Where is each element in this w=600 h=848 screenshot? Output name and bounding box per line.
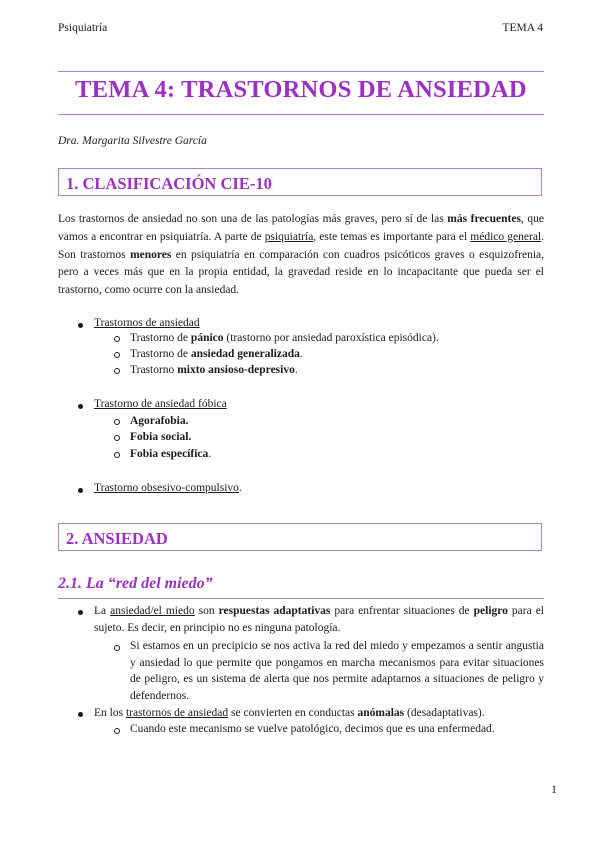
- title-rule-bottom: [58, 114, 544, 115]
- text-run: .: [294, 364, 298, 376]
- section-1-heading: 1. CLASIFICACIÓN CIE-10: [66, 174, 272, 193]
- text-run: se convierten en conductas: [228, 707, 358, 719]
- bold-text: mixto ansioso-depresivo: [177, 364, 295, 376]
- group-3-item: [94, 480, 242, 497]
- text-run: (trastorno por ansiedad paroxística episódica).: [223, 332, 439, 344]
- bold-text: anómalas: [357, 707, 405, 719]
- bold-text: pánico: [190, 332, 224, 344]
- group-1-label: Trastornos de ansiedad: [94, 317, 200, 329]
- bold-text: ansiedad generalizada: [190, 348, 300, 360]
- text-run: .: [299, 348, 303, 360]
- bullet-dot: [78, 323, 83, 328]
- bold-text: peligro: [473, 605, 508, 617]
- text-run: , este temas es importante para el: [313, 230, 471, 243]
- underlined-text: trastornos de ansiedad: [125, 707, 229, 719]
- text-run: . Son trastornos: [58, 230, 544, 261]
- group-3-label: Trastorno obsesivo-compulsivo: [94, 482, 239, 494]
- sub-bullet-circle: [114, 419, 120, 425]
- section-2-heading: 2. ANSIEDAD: [66, 529, 168, 548]
- sub-bullet-circle: [114, 645, 120, 651]
- text-run: en psiquiatría en comparación con cuadros psicóticos graves o esquizofrenia, pero a veces más que en la propia entidad, la gravedad reside en lo incapacitante que pueda ser el trastorno, como ocurre con la ansiedad.: [58, 248, 544, 297]
- underlined-text: psiquiatría: [264, 230, 314, 243]
- section-heading-box: [58, 523, 542, 551]
- bold-text: más frecuentes: [447, 213, 521, 225]
- group-2-label: Trastorno de ansiedad fóbica: [94, 398, 227, 410]
- page-number: 1: [551, 782, 557, 796]
- sub-bullet-paragraph: Si estamos en un precipicio se nos activa la red del miedo y empezamos a sentir angustia y ansiedad lo que permite que pongamos en marcha mecanismos para evitar situaciones de peligro, es un sistema de alerta que nos permite adaptarnos a situaciones de peligro y defendernos.: [130, 640, 544, 702]
- text-run: son: [194, 605, 219, 617]
- text-run: para enfrentar situaciones de: [330, 605, 474, 617]
- text-run: , que vamos a encontrar en psiquiatría. A parte de: [58, 213, 544, 243]
- bullet-paragraph: [94, 705, 544, 722]
- list-item: [130, 429, 191, 446]
- list-item: [130, 330, 439, 347]
- underlined-text: ansiedad/el miedo: [110, 605, 195, 617]
- text-run: Trastorno: [130, 364, 178, 376]
- sub-bullet-circle: [114, 728, 120, 734]
- list-item: [130, 413, 188, 430]
- bold-text: menores: [130, 248, 172, 261]
- bullet-dot: [78, 712, 83, 717]
- list-item: [130, 346, 303, 363]
- page-title: TEMA 4: TRASTORNOS DE ANSIEDAD: [75, 76, 527, 103]
- title-rule-top: [58, 71, 544, 72]
- list-item: [130, 362, 298, 379]
- text-run: .: [238, 482, 242, 494]
- bullet-paragraph: [94, 603, 544, 636]
- bold-text: Agorafobia.: [130, 415, 189, 427]
- bullet-dot: [78, 488, 83, 493]
- bullet-dot: [78, 610, 83, 615]
- bold-text: respuestas adaptativas: [218, 605, 331, 617]
- author: Dra. Margarita Silvestre García: [58, 135, 207, 147]
- bold-text: Fobia social.: [130, 431, 192, 443]
- subsection-2-1-heading: 2.1. La “red del miedo”: [58, 575, 213, 592]
- text-run: Trastorno de: [130, 332, 191, 344]
- section-heading-box: [58, 168, 542, 196]
- sub-bullet-paragraph: Cuando este mecanismo se vuelve patológico, decimos que es una enfermedad.: [130, 723, 495, 735]
- text-run: .: [208, 448, 212, 460]
- sub-bullet-circle: [114, 368, 120, 374]
- text-run: En los: [94, 707, 126, 719]
- sub-bullet-circle: [114, 352, 120, 358]
- underlined-text: médico general: [470, 230, 542, 243]
- intro-paragraph: [58, 211, 544, 300]
- bold-text: Fobia específica: [130, 448, 209, 460]
- sub-bullet-circle: [114, 435, 120, 441]
- text-run: Los trastornos de ansiedad no son una de las patologías más graves, pero sí de las: [58, 213, 448, 225]
- bullet-dot: [78, 404, 83, 409]
- text-run: La: [94, 605, 111, 617]
- header-topic: TEMA 4: [502, 22, 543, 34]
- sub-bullet-circle: [114, 336, 120, 342]
- text-run: (desadaptativas).: [404, 707, 485, 719]
- subsection-rule: [58, 598, 544, 599]
- sub-bullet-circle: [114, 452, 120, 458]
- list-item: [130, 446, 211, 463]
- text-run: para el sujeto. Es decir, en principio no es ninguna patología.: [94, 605, 545, 634]
- header-subject: Psiquiatría: [58, 22, 108, 34]
- text-run: Trastorno de: [130, 348, 191, 360]
